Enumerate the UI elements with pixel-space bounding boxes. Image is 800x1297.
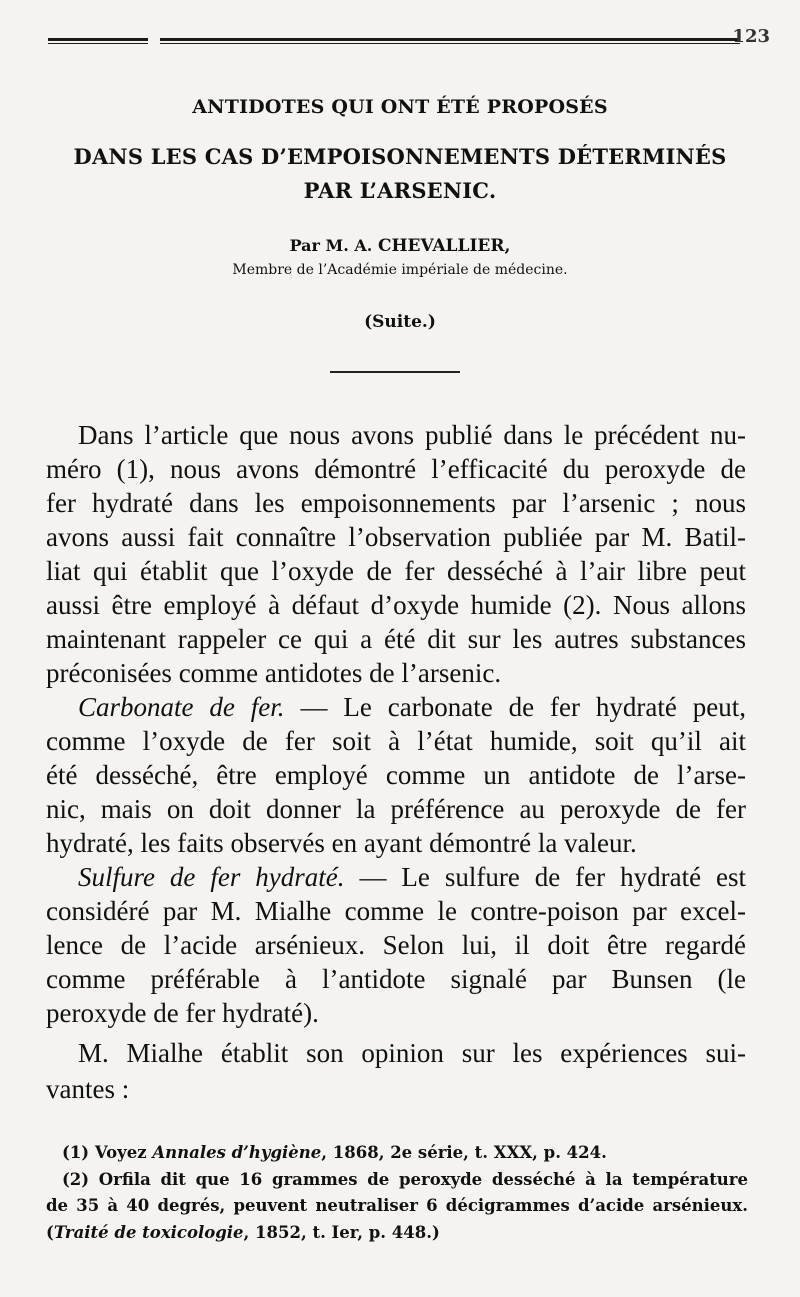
article-title-line-2: DANS LES CAS D’EMPOISONNEMENTS DÉTERMINÉS <box>73 144 727 169</box>
header-rule <box>48 38 148 41</box>
paragraph-line: M. Mialhe établit son opinion sur les expériences sui- <box>78 1038 746 1068</box>
author-name: CHEVALLIER, <box>377 236 511 256</box>
paragraph-line: fer hydraté dans les empoisonnements par l’arsenic ; nous <box>46 488 746 518</box>
paragraph-line: préconisées comme antidotes de l’arsenic. <box>46 658 502 688</box>
paragraph-line: été desséché, être employé comme un antidote de l’arse- <box>46 760 746 790</box>
section-heading: Carbonate de fer. <box>78 692 285 722</box>
footnote-2-citation: (Traité de toxicologie, 1852, t. Ier, p. 448.) <box>46 1223 440 1242</box>
paragraph-line: Carbonate de fer. — Le carbonate de fer hydraté peut, <box>78 692 746 722</box>
header-rule <box>160 38 740 41</box>
header-rule <box>160 43 740 44</box>
paragraph-line: comme l’oxyde de fer soit à l’état humide, soit qu’il ait <box>46 726 746 756</box>
continued-label: (Suite.) <box>364 312 436 332</box>
author-affiliation: Membre de l’Académie impériale de médecine. <box>232 262 568 278</box>
paragraph-line: Sulfure de fer hydraté. — Le sulfure de fer hydraté est <box>78 862 746 892</box>
paragraph-line: aussi être employé à défaut d’oxyde humide (2). Nous allons <box>46 590 746 620</box>
paragraph-line: nic, mais on doit donner la préférence au peroxyde de fer <box>46 794 746 824</box>
page-number: 123 <box>732 26 770 47</box>
section-divider <box>330 371 460 373</box>
section-heading: Sulfure de fer hydraté. <box>78 862 345 892</box>
paragraph-line: Dans l’article que nous avons publié dans le précédent nu- <box>78 420 746 450</box>
footnote-2: (2) Orfila dit que 16 grammes de peroxyde desséché à la température <box>62 1170 748 1189</box>
paragraph-line: lence de l’acide arsénieux. Selon lui, il doit être regardé <box>46 930 746 960</box>
paragraph-line: méro (1), nous avons démontré l’efficacité du peroxyde de <box>46 454 746 484</box>
paragraph-line: avons aussi fait connaître l’observation publiée par M. Batil- <box>46 522 746 552</box>
paragraph-line: liat qui établit que l’oxyde de fer desséché à l’air libre peut <box>46 556 746 586</box>
author-prefix: Par M. A. <box>289 236 378 255</box>
author-line <box>0 236 800 256</box>
paragraph-line: maintenant rappeler ce qui a été dit sur les autres substances <box>46 624 746 654</box>
paragraph-line: considéré par M. Mialhe comme le contre-poison par excel- <box>46 896 746 926</box>
article-title-line-3: PAR L’ARSENIC. <box>303 178 497 203</box>
paragraph-line: comme préférable à l’antidote signalé par Bunsen (le <box>46 964 746 994</box>
header-rule <box>48 43 148 44</box>
paragraph-line: vantes : <box>46 1074 130 1104</box>
paragraph-line: peroxyde de fer hydraté). <box>46 998 319 1028</box>
footnote-1: (1) Voyez Annales d’hygiène, 1868, 2e série, t. XXX, p. 424. <box>62 1143 607 1162</box>
article-title-line-1: ANTIDOTES QUI ONT ÉTÉ PROPOSÉS <box>192 96 608 118</box>
running-header <box>48 26 770 47</box>
paragraph-line: hydraté, les faits observés en ayant démontré la valeur. <box>46 828 637 858</box>
footnote-2-continued: de 35 à 40 degrés, peuvent neutraliser 6 décigrammes d’acide arsénieux. <box>46 1196 748 1215</box>
